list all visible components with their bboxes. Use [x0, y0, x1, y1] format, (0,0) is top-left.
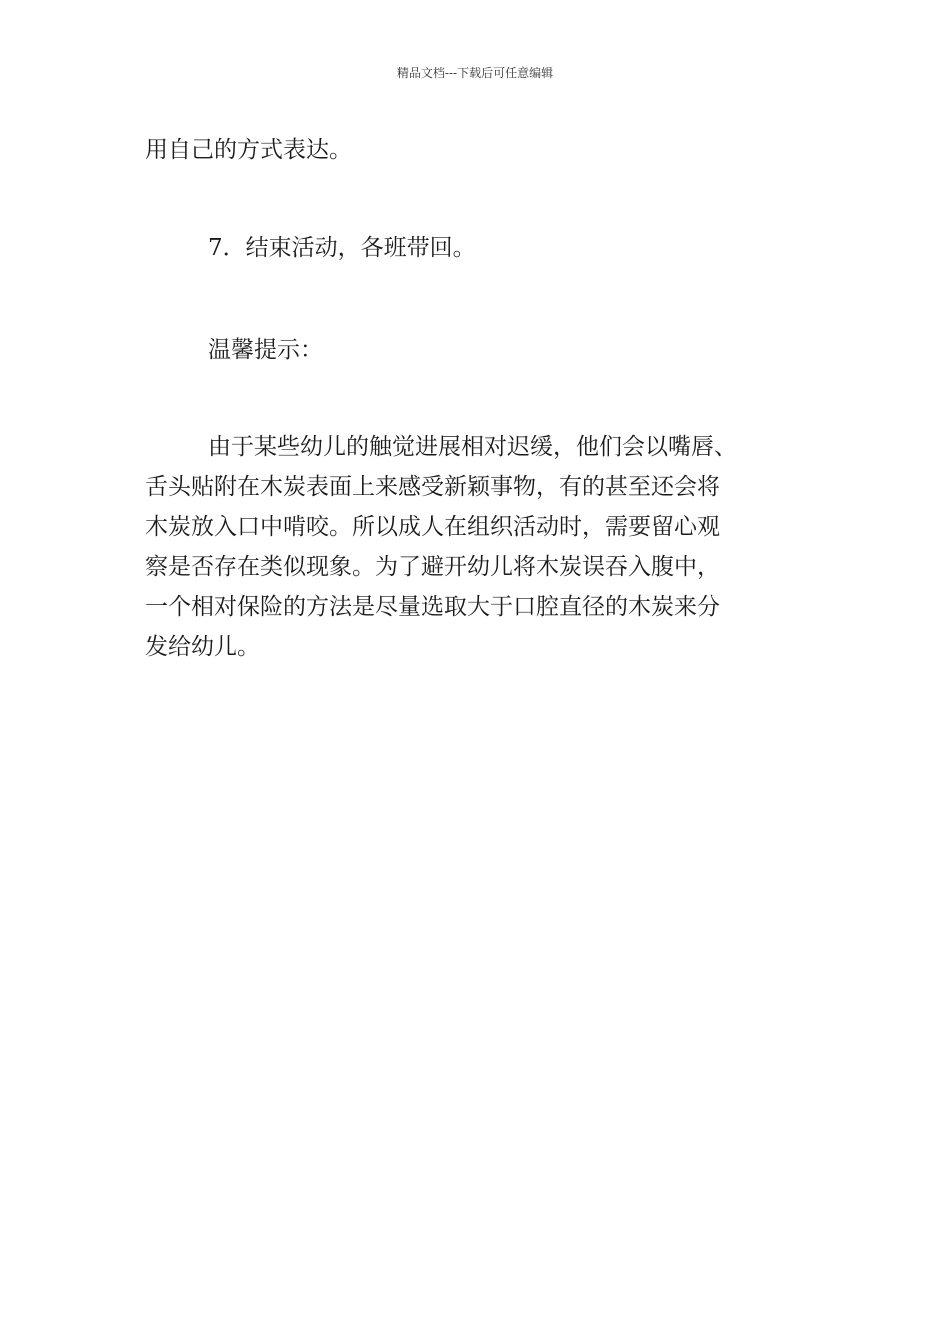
- paragraph-step-7: [145, 228, 810, 268]
- text-line: 7．结束活动，各班带回。: [208, 235, 476, 261]
- text-line: 由于某些幼儿的触觉进展相对迟缓，他们会以嘴唇、: [208, 434, 737, 460]
- text-line: 舌头贴附在木炭表面上来感受新颖事物，有的甚至还会将: [145, 474, 720, 500]
- paragraph-tip-body: [145, 427, 810, 667]
- paragraph-tip-heading: [145, 330, 810, 370]
- text-line: 木炭放入口中啃咬。所以成人在组织活动时，需要留心观: [145, 514, 720, 540]
- paragraph-continuation: [145, 130, 810, 170]
- text-line: 发给幼儿。: [145, 634, 260, 660]
- text-line: 用自己的方式表达。: [145, 137, 352, 163]
- text-line: 温馨提示：: [208, 337, 323, 363]
- page-header: 精品文档---下载后可任意编辑: [396, 66, 554, 80]
- text-line: 一个相对保险的方法是尽量选取大于口腔直径的木炭来分: [145, 594, 720, 620]
- text-line: 察是否存在类似现象。为了避开幼儿将木炭误吞入腹中，: [145, 554, 720, 580]
